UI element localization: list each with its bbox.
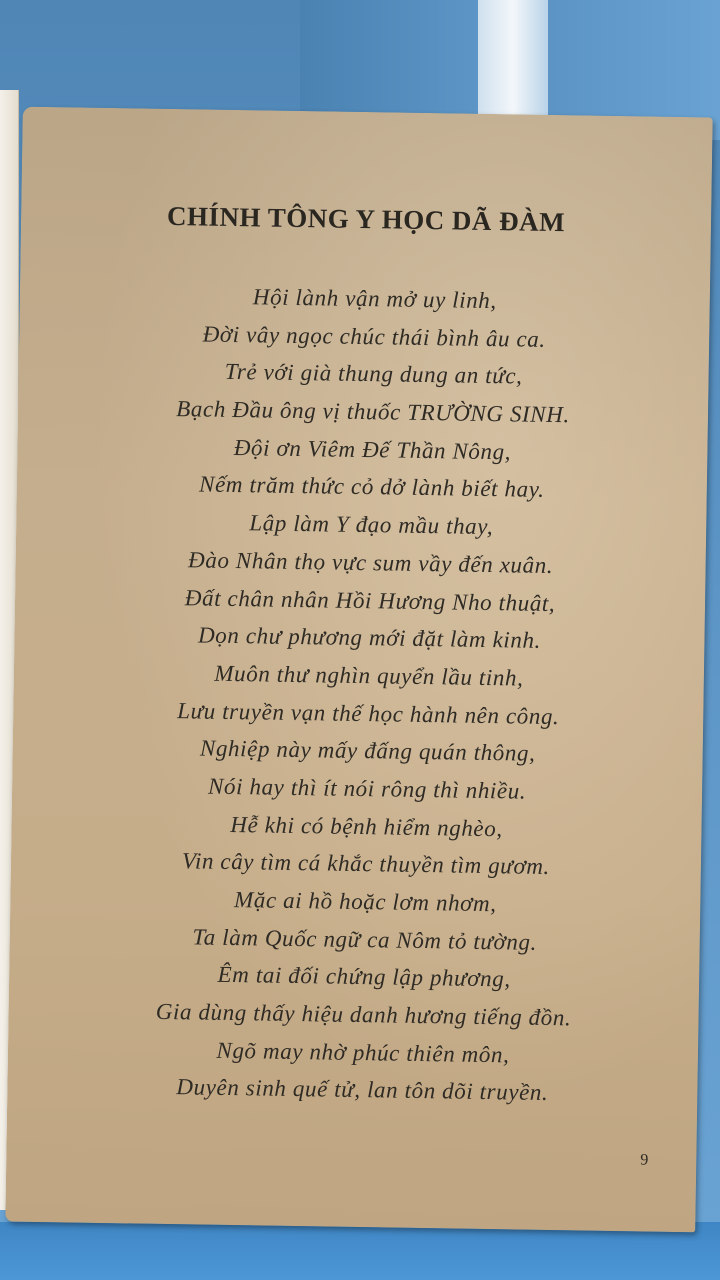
poem-line: Lưu truyền vạn thế học hành nên công. <box>177 697 560 729</box>
poem-line: Đào Nhân thọ vực sum vầy đến xuân. <box>187 547 554 578</box>
poem-line: Muôn thư nghìn quyển lầu tinh, <box>214 660 524 691</box>
poem-line: Đất chân nhân Hồi Hương Nho thuật, <box>184 584 556 616</box>
poem-line: Nếm trăm thức cỏ dở lành biết hay. <box>198 471 545 503</box>
book-page <box>5 107 712 1233</box>
poem-line: Vin cây tìm cá khắc thuyền tìm gươm. <box>181 848 551 880</box>
poem-line: Dọn chư phương mới đặt làm kinh. <box>197 622 542 654</box>
poem-line: Ta làm Quốc ngữ ca Nôm tỏ tường. <box>192 924 538 955</box>
poem-line: Hội lành vận mở uy linh, <box>252 284 497 314</box>
poem-line: Ngõ may nhờ phúc thiên môn, <box>216 1037 510 1068</box>
poem-line: Gia dùng thấy hiệu danh hương tiếng đồn. <box>155 998 572 1031</box>
page-number: 9 <box>640 1151 649 1169</box>
poem-line: Bạch Đầu ông vị thuốc TRƯỜNG SINH. <box>176 396 571 428</box>
poem-line: Đội ơn Viêm Đế Thần Nông, <box>233 434 512 465</box>
poem-line: Hễ khi có bệnh hiểm nghèo, <box>230 811 503 841</box>
poem-line: Trẻ với già thung dung an tức, <box>224 359 523 389</box>
poem <box>7 275 710 1115</box>
poem-line: Duyên sinh quế tử, lan tôn dõi truyền. <box>176 1074 549 1106</box>
poem-line: Êm tai đối chứng lập phương, <box>217 962 511 992</box>
poem-line: Nghiệp này mấy đấng quán thông, <box>199 735 536 767</box>
poem-line: Mặc ai hồ hoặc lơm nhơm, <box>233 887 497 917</box>
page-title: CHÍNH TÔNG Y HỌC DÃ ĐÀM <box>166 200 566 238</box>
poem-line: Lập làm Y đạo mầu thay, <box>249 510 494 540</box>
poem-line: Đời vây ngọc chúc thái bình âu ca. <box>202 321 546 352</box>
poem-line: Nói hay thì ít nói rông thì nhiều. <box>207 773 527 804</box>
